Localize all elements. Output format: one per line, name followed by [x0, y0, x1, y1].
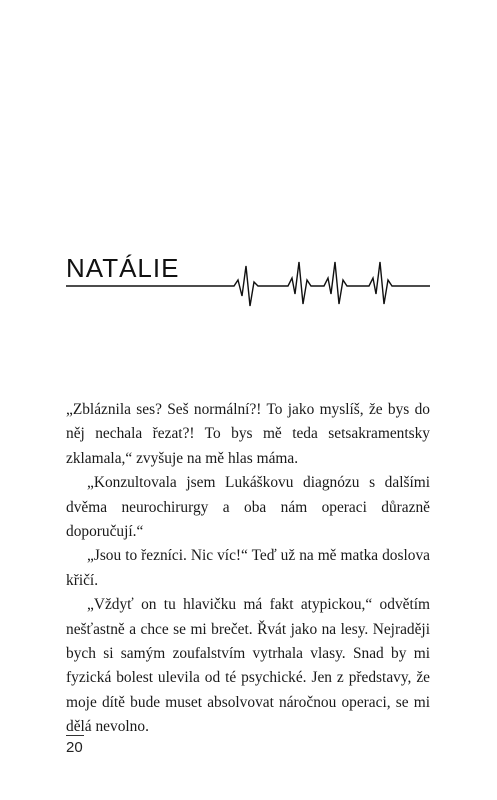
chapter-body: [66, 398, 430, 740]
paragraph: „Vždyť on tu hlavičku má fakt atypickou,“ odvětím nešťastně a chce se mi brečet. Řvát jako na lesy. Nejraději bych si samým zoufalstvím vytrhala vlasy. Snad by mi fyzická bolest ulevila od té psychické. Jen z představy, že moje dítě bude muset absolvovat náročnou operaci, se mi dělá nevolno.: [66, 596, 430, 736]
chapter-title: NATÁLIE: [66, 253, 180, 283]
page-number-rule: [66, 735, 84, 736]
paragraph: „Konzultovala jsem Lukáškovu diagnózu s dalšími dvěma neurochirurgy a oba nám operaci důrazně doporučují.“: [66, 474, 430, 541]
page-number: 20: [66, 739, 83, 756]
paragraph: „Zbláznila ses? Seš normální?! To jako myslíš, že bys do něj nechala řezat?! To bys mě teda setsakramentsky zklamala,“ zvyšuje na mě hlas máma.: [66, 401, 430, 467]
paragraph: „Jsou to řezníci. Nic víc!“ Teď už na mě matka doslova křičí.: [66, 547, 430, 589]
heartbeat-line-icon: [66, 248, 430, 308]
